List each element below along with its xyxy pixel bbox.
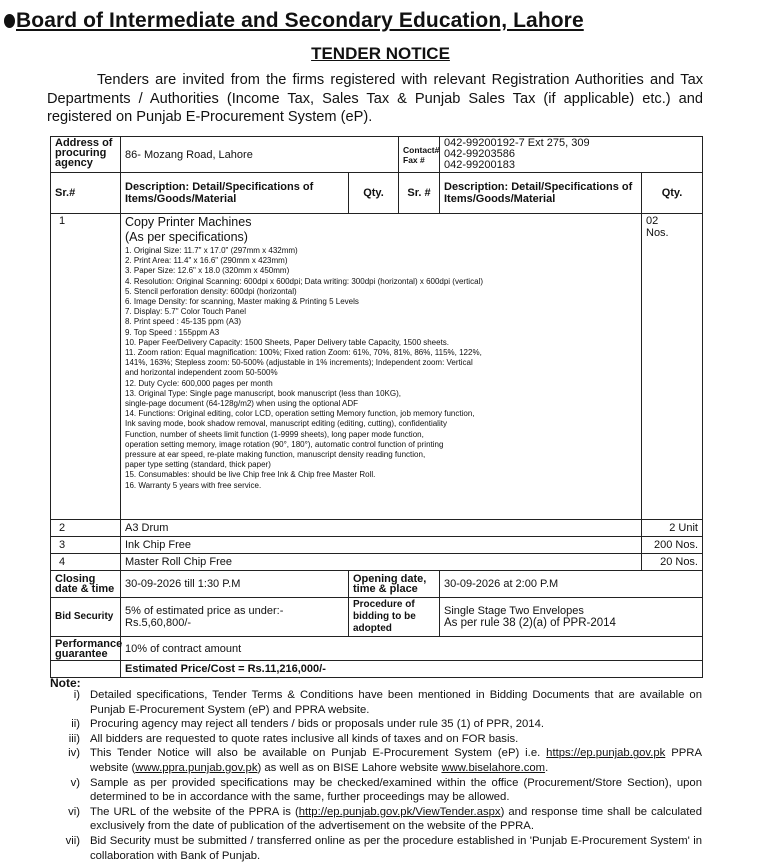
contact-number: 042-99203586 xyxy=(444,148,515,160)
spec-item: 7. Display: 5.7" Color Touch Panel xyxy=(125,307,246,317)
spec-item: 2. Print Area: 11.4" x 16.6" (290mm x 423mm) xyxy=(125,256,288,266)
note-item xyxy=(50,834,702,863)
performance-row xyxy=(51,637,703,661)
procedure-text: Single Stage Two Envelopes xyxy=(444,605,584,617)
item-title: Master Roll Chip Free xyxy=(121,554,642,571)
ppra-link[interactable]: www.ppra.punjab.gov.pk xyxy=(135,761,258,774)
spec-item: 11. Zoom ration: Equal magnification: 100%; Fixed ration Zoom: 61%, 70%, 81%, 86%, 115%, 122%, xyxy=(125,348,482,358)
note-number: ii) xyxy=(71,718,80,731)
procedure-rule: As per rule 38 (2)(a) of PPR-2014 xyxy=(444,617,616,629)
intro-paragraph: Tenders are invited from the firms registered with relevant Registration Authorities and Tax Departments / Authorities (Income Tax, Sales Tax & Punjab Sales Tax (if applicable) etc.) and registered on Punjab E-Procurement System (eP). xyxy=(47,72,703,125)
closing-label: Closing date & time xyxy=(51,571,121,598)
item-sr: 1 xyxy=(51,214,121,520)
item-sr: 2 xyxy=(51,520,121,537)
tender-notice-heading: TENDER NOTICE xyxy=(311,44,450,63)
note-text-part: The URL of the website of the PPRA is ( xyxy=(90,805,299,818)
spec-item: 14. Functions: Original editing, color LCD, operation setting Memory function, job memory function, xyxy=(125,409,475,419)
item-sr: 4 xyxy=(51,554,121,571)
spec-item: 141%, 163%; Stepless zoom: 50-500% (adjustable in 1% increments); Independent zoom: Vertical xyxy=(125,358,473,368)
note-item xyxy=(50,732,702,747)
item-description xyxy=(121,214,642,520)
note-text: Sample as per provided specifications may be checked/examined within the office (Procurement/Store Section), upon determined to be in accordance with the same, further proceedings may be allowed. xyxy=(90,776,702,804)
spec-item: single-page document (64-128g/m2) when using the optional ADF xyxy=(125,399,359,409)
note-item xyxy=(50,776,702,805)
address-value: 86- Mozang Road, Lahore xyxy=(121,137,399,173)
spec-item: pressure at ear speed, re-plate making function, manuscript density reading function, xyxy=(125,450,426,460)
item-qty: 20 Nos. xyxy=(642,554,703,571)
spec-item: and horizontal independent zoom 50-500% xyxy=(125,368,278,378)
address-label: Address of procuring agency xyxy=(51,137,121,173)
note-item xyxy=(50,746,702,775)
procedure-value xyxy=(440,598,703,637)
note-item xyxy=(50,688,702,717)
note-text-part: This Tender Notice will also be available on Punjab E-Procurement System (eP) i.e. xyxy=(90,747,547,760)
spec-item: 9. Top Speed : 155ppm A3 xyxy=(125,327,220,337)
performance-label: Performance guarantee xyxy=(51,637,121,661)
bid-security-row xyxy=(51,598,703,637)
column-sr: Sr.# xyxy=(51,173,121,214)
spec-item: 15. Consumables: should be live Chip free Ink & Chip free Master Roll. xyxy=(125,470,376,480)
agency-row xyxy=(51,137,703,173)
procedure-label: Procedure of bidding to be adopted xyxy=(349,598,440,637)
ppra-view-tender-link[interactable]: http://ep.punjab.gov.pk/ViewTender.aspx xyxy=(298,805,501,818)
spec-item: 8. Print speed : 45-135 ppm (A3) xyxy=(125,317,242,327)
item-title: Ink Chip Free xyxy=(121,537,642,554)
spec-item: operation setting memory, image rotation (90°, 180°), automatic control function of printing xyxy=(125,439,444,449)
performance-value: 10% of contract amount xyxy=(121,637,703,661)
note-number: iv) xyxy=(68,747,80,760)
note-number: iii) xyxy=(68,732,80,745)
note-number: vi) xyxy=(68,805,80,818)
item-row xyxy=(51,537,703,554)
opening-label: Opening date, time & place xyxy=(349,571,440,598)
spec-item: 4. Resolution: Original Scanning: 600dpi x 600dpi; Data writing: 300dpi (horizontal) x 600dpi (vertical) xyxy=(125,276,483,286)
spec-list xyxy=(125,246,637,491)
note-text-part: ) as well as on BISE Lahore website xyxy=(257,761,442,774)
note-item xyxy=(50,805,702,834)
item-sr: 3 xyxy=(51,537,121,554)
spec-item: 3. Paper Size: 12.6" x 18.0 (320mm x 450mm) xyxy=(125,266,290,276)
note-text: Bid Security must be submitted / transferred online as per the procedure established in 'Punjab E-Procurement System' in collaboration with Bank of Punjab. xyxy=(90,834,702,862)
spec-item: Function, number of sheets limit function (1-9999 sheets), long paper mode function, xyxy=(125,429,424,439)
note-item xyxy=(50,717,702,732)
item-qty-unit: Nos. xyxy=(646,227,669,239)
bid-security-label: Bid Security xyxy=(51,598,121,637)
contact-list xyxy=(440,137,703,173)
note-text xyxy=(90,805,702,834)
item-qty: 200 Nos. xyxy=(642,537,703,554)
spec-item: paper type setting (standard, thick paper) xyxy=(125,460,271,470)
item-title: A3 Drum xyxy=(121,520,642,537)
estimated-spacer xyxy=(51,661,121,678)
column-qty-2: Qty. xyxy=(642,173,703,214)
column-sr-2: Sr. # xyxy=(399,173,440,214)
bid-security-amount: Rs.5,60,800/- xyxy=(125,617,192,629)
spec-item: Ink saving mode, book shadow removal, manuscript editing (editing, cutting), confidentiality xyxy=(125,419,447,429)
spec-item: 6. Image Density: for scanning, Master making & Printing 5 Levels xyxy=(125,297,359,307)
spec-item: 13. Original Type: Single page manuscript, book manuscript (less than 10KG), xyxy=(125,388,401,398)
item-row xyxy=(51,214,703,520)
note-text-part: PPRA website ( xyxy=(90,747,702,774)
item-qty-value: 02 xyxy=(646,215,659,227)
estimated-row xyxy=(51,661,703,678)
item-qty xyxy=(642,214,703,520)
bullet-icon xyxy=(4,14,15,28)
item-row xyxy=(51,554,703,571)
notes-list xyxy=(50,688,702,863)
item-title: Copy Printer Machines xyxy=(125,215,252,229)
bid-security-text: 5% of estimated price as under:- xyxy=(125,605,284,617)
closing-value: 30-09-2026 till 1:30 P.M xyxy=(121,571,349,598)
bid-security-value xyxy=(121,598,349,637)
contact-number: 042-99200183 xyxy=(444,159,515,171)
spec-item: 16. Warranty 5 years with free service. xyxy=(125,480,262,490)
spec-item: 10. Paper Fee/Delivery Capacity: 1500 Sheets, Paper Delivery table Capacity, 1500 sheets. xyxy=(125,337,450,347)
eprocurement-link[interactable]: https://ep.punjab.gov.pk xyxy=(546,747,666,760)
note-text xyxy=(90,746,702,775)
contact-number: 042-99200192-7 Ext 275, 309 xyxy=(444,137,590,149)
notes-heading: Note: xyxy=(50,676,81,690)
opening-value: 30-09-2026 at 2:00 P.M xyxy=(440,571,703,598)
note-number: v) xyxy=(70,776,80,789)
note-text-part: ) and response time shall be calculated exclusively from the date of publication of the advertisement on the website of the PPRA. xyxy=(90,805,702,833)
note-number: vii) xyxy=(65,834,80,847)
board-title xyxy=(4,9,754,33)
spec-item: 12. Duty Cycle: 600,000 pages per month xyxy=(125,378,273,388)
spec-item: 5. Stencil perforation density: 600dpi (horizontal) xyxy=(125,286,297,296)
column-description: Description: Detail/Specifications of Items/Goods/Material xyxy=(121,173,349,214)
bise-link[interactable]: www.biselahore.com xyxy=(441,761,546,774)
column-qty: Qty. xyxy=(349,173,399,214)
column-description-2: Description: Detail/Specifications of Items/Goods/Material xyxy=(440,173,642,214)
note-text: Procuring agency may reject all tenders / bids or proposals under rule 35 (1) of PPR, 2014. xyxy=(90,718,544,731)
note-text: Detailed specifications, Tender Terms & Conditions have been mentioned in Bidding Documents that are available on Punjab E-Procurement System (eP) and PPRA website. xyxy=(90,689,702,716)
item-subtitle: (As per specifications) xyxy=(125,230,248,244)
note-text: All bidders are requested to quote rates inclusive all kinds of taxes and on FOR basis. xyxy=(90,732,519,745)
item-qty: 2 Unit xyxy=(642,520,703,537)
note-number: i) xyxy=(73,689,80,701)
spec-item: 1. Original Size: 11.7" x 17.0" (297mm x 432mm) xyxy=(125,246,298,255)
estimated-price: Estimated Price/Cost = Rs.11,216,000/- xyxy=(121,661,703,678)
column-header-row xyxy=(51,173,703,214)
tender-table xyxy=(50,136,703,678)
closing-row xyxy=(51,571,703,598)
item-row xyxy=(51,520,703,537)
board-title-text: Board of Intermediate and Secondary Education, Lahore xyxy=(16,9,584,32)
contact-label: Contact# Fax # xyxy=(399,137,440,173)
note-text-part: . xyxy=(545,761,549,774)
